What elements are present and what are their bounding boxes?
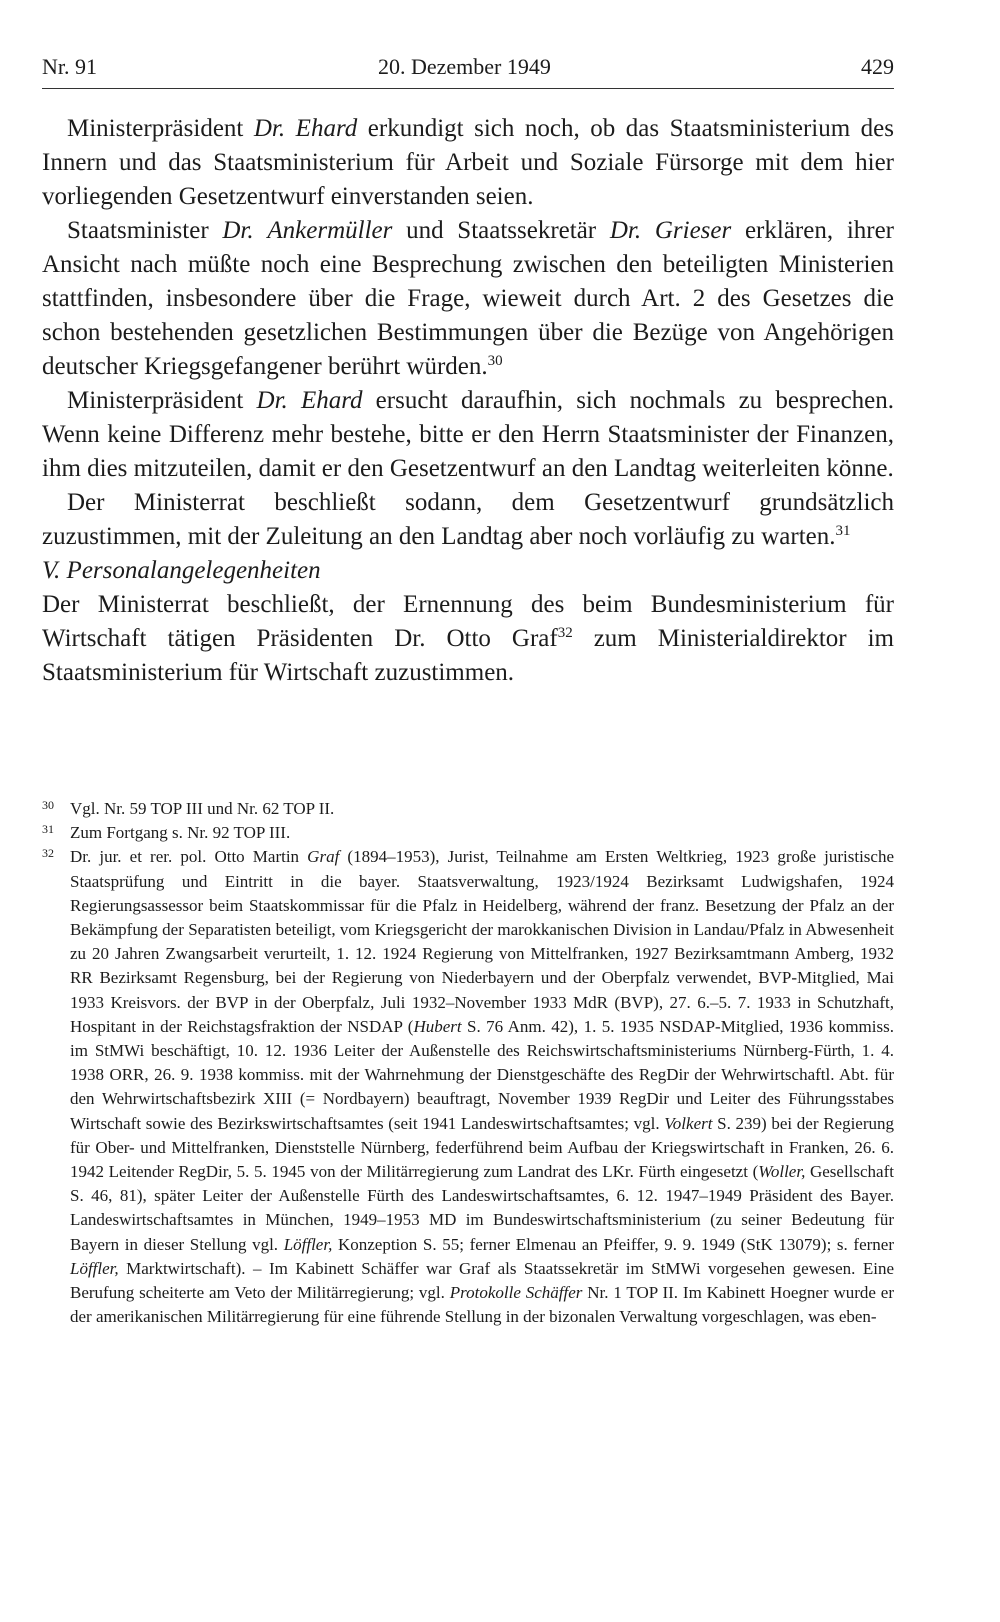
footnote-ref[interactable]: 32 [557, 625, 573, 641]
footnote-text: S. 76 Anm. 42), 1. 5. 1935 NSDAP-Mitglied, 1936 kommiss. im StMWi beschäftigt, 10. 12. 1936 Leiter der Außenstelle des Reichswirtschaftsministeriums Nürnberg-Fürth, 1. 4. 1938 ORR, 26. 9. 1938 kommiss. mit der Wahrnehmung der Dienstgeschäfte des RegDir der Wehrwirtschaftl. Abt. für den Wehrwirtschaftsbezirk XIII (= Nordbayern) beauftragt, November 1939 RegDir und Leiter des Führungsstabes Wirtschaft sowie des Bezirkswirtschaftsamtes (seit 1941 Landeswirtschaftsamtes; vgl. [70, 1016, 894, 1133]
paragraph-appointment [42, 588, 894, 690]
footnote-number: 32 [42, 846, 54, 861]
main-text [42, 112, 894, 690]
footnote-text: Vgl. Nr. 59 TOP III und Nr. 62 TOP II. [70, 799, 335, 818]
text-run [285, 115, 296, 142]
text-run-italic: Dr. [609, 217, 642, 244]
meeting-date: 20. Dezember 1949 [378, 54, 551, 79]
person-name: Grieser [654, 217, 732, 244]
footnotes [42, 797, 894, 1329]
footnote-text: (1894–1953), Jurist, Teilnahme am Ersten Weltkrieg, 1923 große juristische Staatsprüfung und Eintritt in die bayer. Staatsverwaltung, 1923/1924 Bezirksamt Ludwigshafen, 1924 Regierungsassessor beim Staatskommissar für die Pfalz in Heidelberg, während der franz. Besetzung der Pfalz an der Bekämpfung der Separatisten beteiligt, vom Kriegsgericht der marokkanischen Division in Landau/Pfalz in Abwesenheit zu 20 Jahren Zwangsarbeit verurteilt, 1. 12. 1924 Regierung von Mittelfranken, 1927 Bezirksamtmann Amberg, 1932 RR Bezirksamt Regensburg, bei der Regierung von Niederbayern und der Oberpfalz verwendet, BVP-Mitglied, Mai 1933 Kreisvors. der BVP in der Oberpfalz, Juli 1932–November 1933 MdR (BVP), 27. 6.–5. 7. 1933 in Schutzhaft, Hospitant in der Reichstagsfraktion der NSDAP ( [70, 847, 895, 1036]
paragraph-council-decision [42, 486, 894, 554]
text-run-italic: Dr. [253, 115, 286, 142]
footnote-text: Konzeption S. 55; ferner Elmenau an Pfeiffer, 9. 9. 1949 (StK 13079); s. ferner [332, 1234, 894, 1254]
section-heading: V. Personalangelegenheiten [42, 557, 321, 584]
citation-author: Woller, [758, 1162, 806, 1182]
text-run-italic: Dr. [222, 217, 254, 244]
citation-author: Löffler, [70, 1258, 119, 1278]
person-name: Ankermüller [267, 217, 393, 244]
citation-author: Volkert [664, 1113, 713, 1133]
text-run [254, 217, 268, 244]
text-run: Ministerpräsident [67, 387, 257, 414]
text-run [288, 387, 301, 414]
footnote-text: Nr. 1 TOP II. Im Kabinett Hoegner wurde er der amerikanischen Militärregierung für eine führende Stellung in der bizonalen Verwaltung vorgeschlagen, was eben- [70, 1283, 894, 1327]
footnote-ref[interactable]: 30 [487, 353, 503, 369]
paragraph-ehard-inquiry [42, 112, 894, 214]
person-name: Ehard [295, 115, 358, 142]
footnote-32 [42, 845, 894, 1329]
paragraph-ehard-request [42, 384, 894, 486]
document-number: Nr. 91 [42, 54, 97, 79]
text-run: Der Ministerrat beschließt sodann, dem Gesetzentwurf grundsätzlich zuzustimmen, mit der Zuleitung an den Landtag aber noch vorläufig zu warten. [42, 489, 894, 550]
footnote-text: Marktwirtschaft). – Im Kabinett Schäffer war Graf als Staatssekretär im StMWi vorgesehen gewesen. Eine Berufung scheiterte am Veto der Militärregierung; vgl. [70, 1258, 894, 1303]
citation-author: Hubert [413, 1016, 462, 1036]
text-run: ersucht daraufhin, sich nochmals zu besprechen. Wenn keine Differenz mehr bestehe, bitte er den Herrn Staatsminister der Finanzen, ihm dies mitzuteilen, damit er den Gesetzentwurf an den Landtag weiterleiten könne. [42, 387, 895, 482]
text-run: Der Ministerrat beschließt, der Ernennung des beim Bundesministerium für Wirtschaft tätigen Präsidenten Dr. Otto Graf [42, 591, 894, 652]
person-name: Graf [307, 847, 340, 867]
citation-title: Protokolle Schäffer [449, 1283, 583, 1303]
running-header [42, 48, 894, 89]
footnote-number: 30 [42, 798, 54, 812]
page-number: 429 [861, 54, 894, 79]
footnote-text: Gesellschaft S. 46, 81), später Leiter der Außenstelle Fürth des Landeswirtschaftsamtes, 6. 12. 1947–1949 Präsident des Bayer. Landeswirtschaftsamtes in München, 1949–1953 MD im Bundeswirtschaftsministerium (zu seiner Bedeutung für Bayern in dieser Stellung vgl. [70, 1162, 894, 1254]
text-run: erkundigt sich noch, ob das Staatsministerium des Innern und das Staatsministerium für Arbeit und Soziale Fürsorge mit dem hier vorliegenden Gesetzentwurf einverstanden seien. [42, 115, 895, 210]
footnote-ref[interactable]: 31 [835, 523, 851, 539]
text-run: Ministerpräsident [67, 115, 254, 142]
citation-author: Löffler, [283, 1234, 333, 1254]
footnote-text: Zum Fortgang s. Nr. 92 TOP III. [70, 823, 291, 843]
text-run: erklären, ihrer Ansicht nach müßte noch eine Besprechung zwischen den beteiligten Ministerien stattfinden, insbesondere über die Frage, wieweit durch Art. 2 des Gesetzes die schon bestehenden gesetzlichen Bestimmungen über die Bezüge von Angehörigen deutscher Kriegsgefangener berührt würden. [42, 217, 895, 380]
person-name: Ehard [300, 387, 363, 414]
text-run: und Staatssekretär [392, 217, 610, 244]
text-run [641, 217, 655, 244]
text-run: Staatsminister [67, 217, 223, 244]
paragraph-ankermueller-grieser [42, 214, 894, 384]
footnote-text: S. 239) bei der Regierung für Ober- und Mittelfranken, Dienststelle Nürnberg, federführend beim Aufbau der Kriegswirtschaft in Franken, 26. 6. 1942 Leitender RegDir, 5. 5. 1945 von der Militärregierung zum Landrat des LKr. Fürth eingesetzt ( [70, 1113, 895, 1182]
footnote-number: 31 [42, 822, 54, 837]
footnote-30 [42, 797, 894, 821]
footnote-31 [42, 821, 894, 845]
text-run-italic: Dr. [256, 387, 288, 414]
footnote-text: Dr. jur. et rer. pol. Otto Martin [70, 847, 308, 867]
text-run: zum Ministerialdirektor im Staatsministerium für Wirtschaft zuzustimmen. [42, 625, 894, 686]
